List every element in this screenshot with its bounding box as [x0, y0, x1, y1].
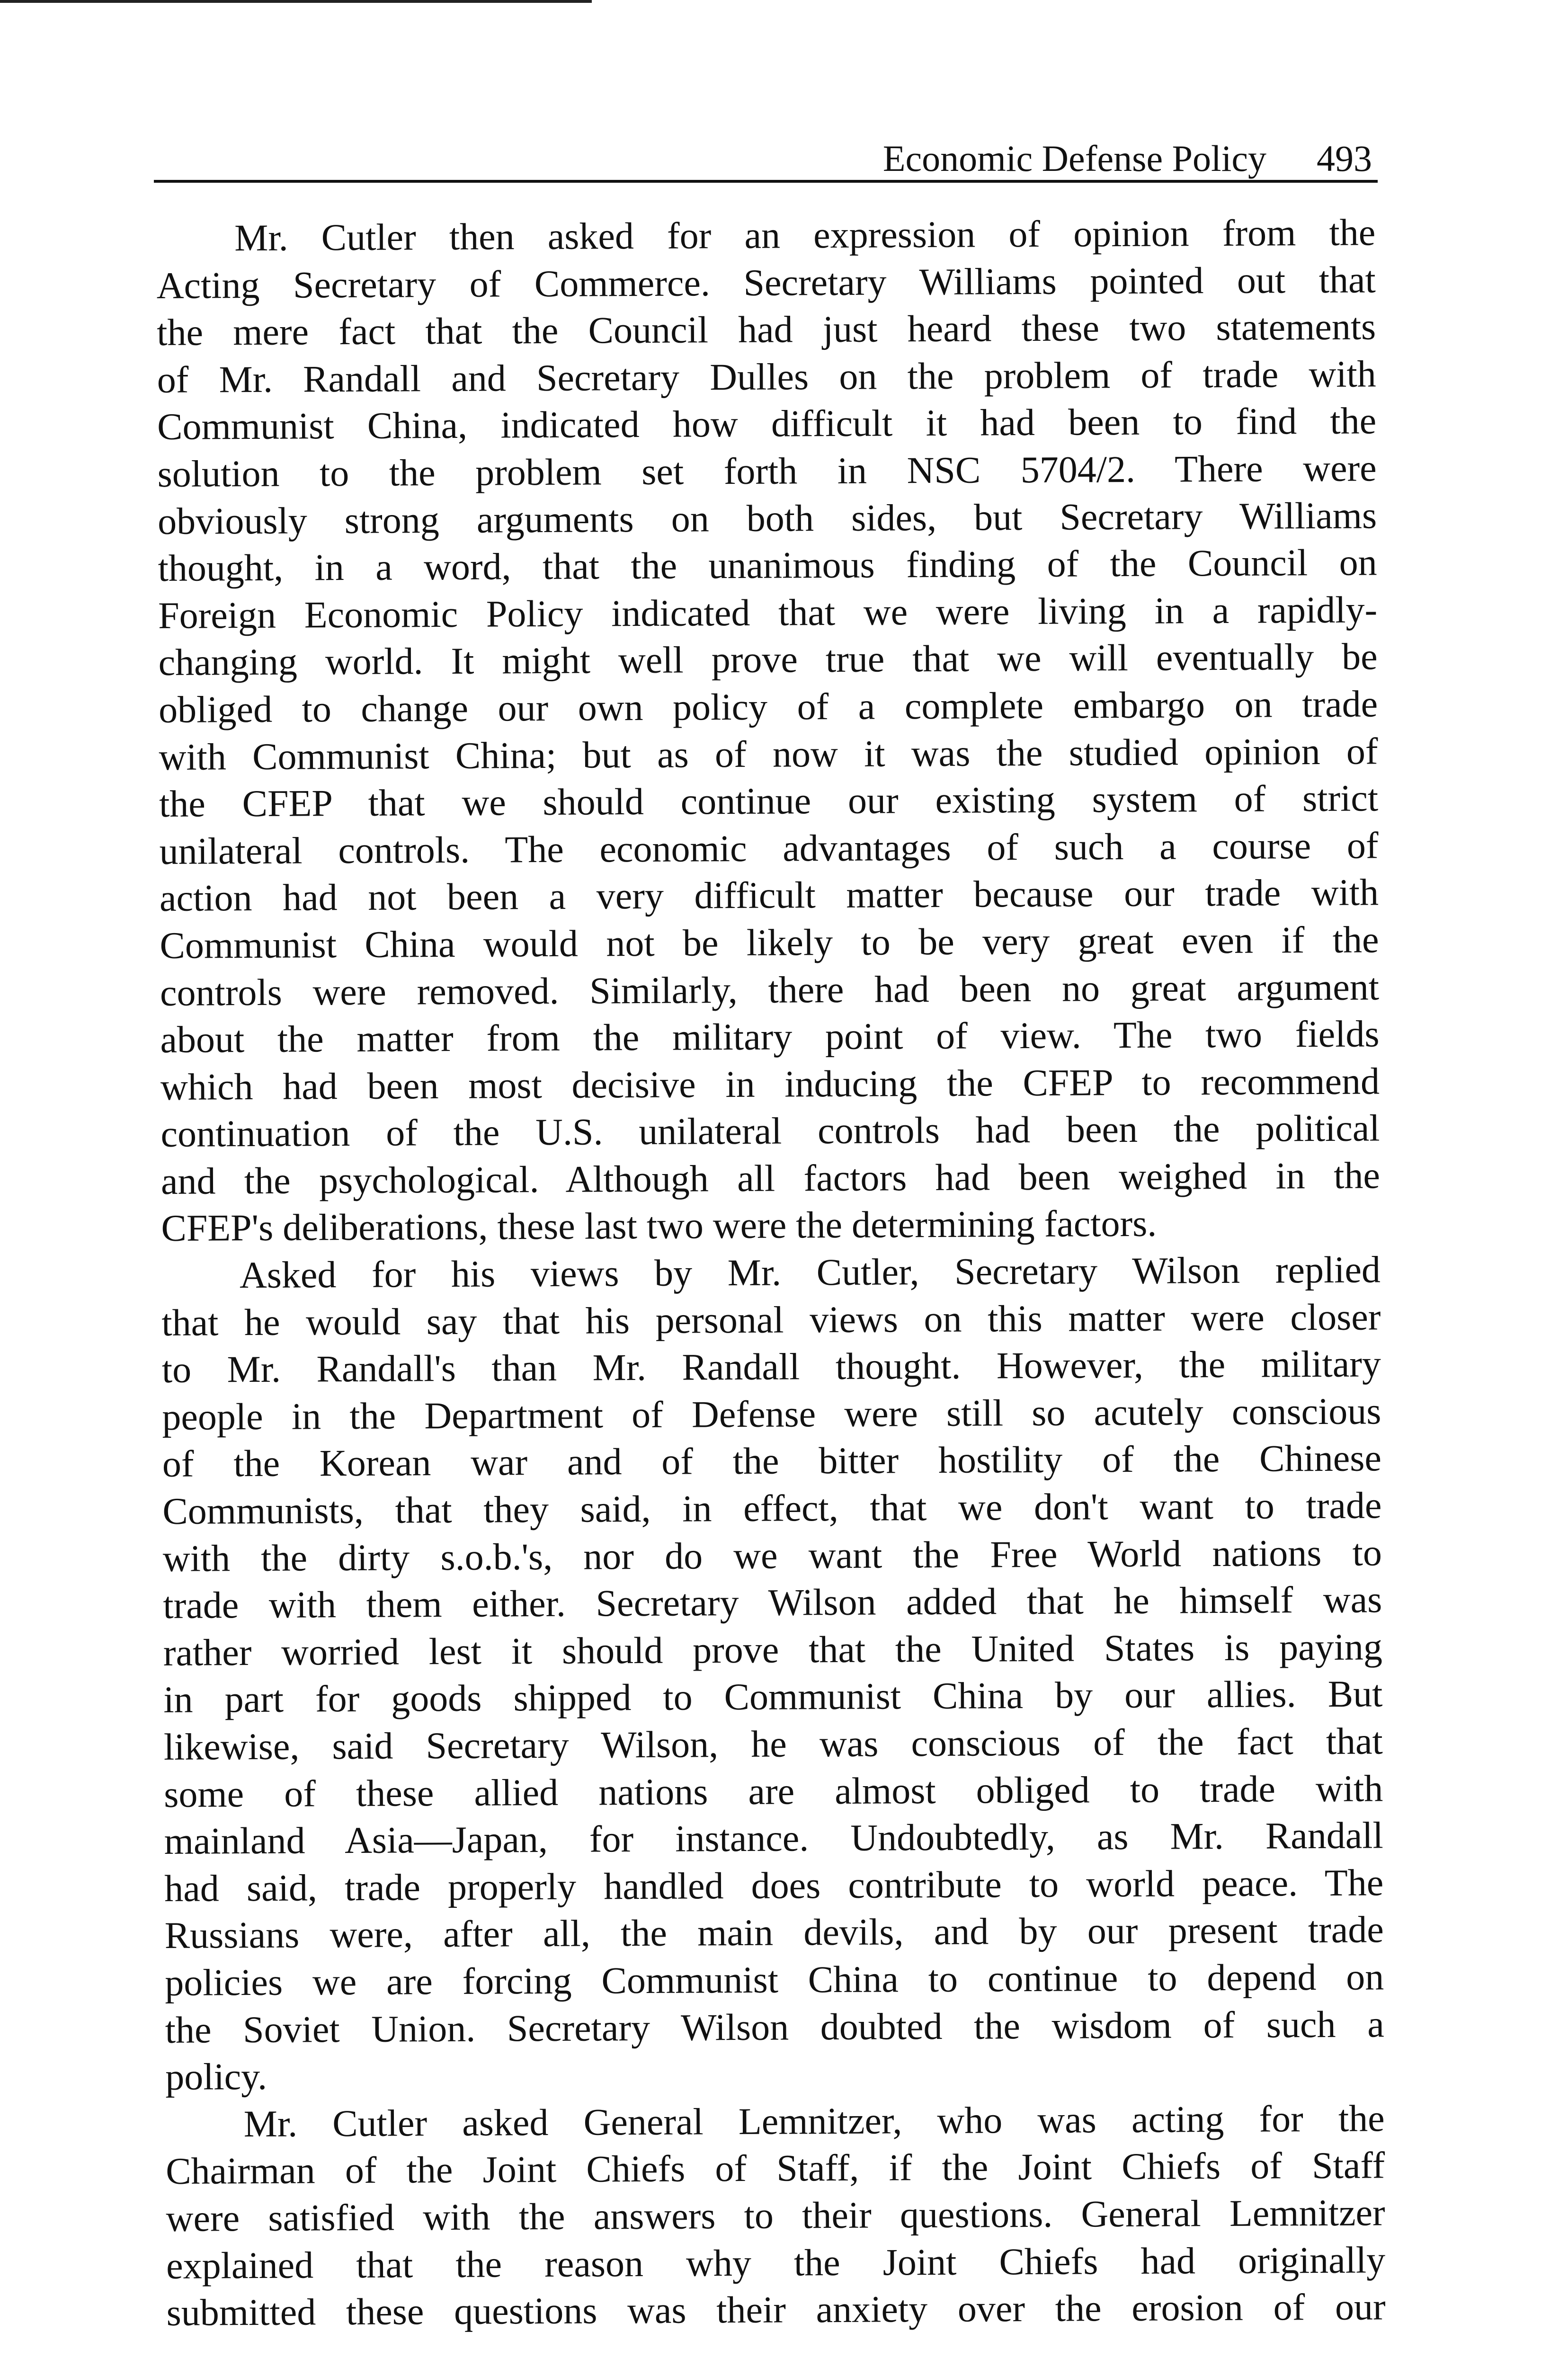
text-line: unilateral controls. The economic advantages of such a course of [159, 825, 1379, 872]
text-line: Communist China, indicated how difficult it had been to find the [157, 400, 1377, 448]
text-line: Communist China would not be likely to be very great even if the [160, 919, 1379, 967]
text-line: which had been most decisive in inducing the CFEP to recommend [160, 1060, 1380, 1108]
text-line: explained that the reason why the Joint Chiefs had originally [166, 2239, 1386, 2287]
text-line: obviously strong arguments on both sides, but Secretary Williams [157, 494, 1377, 543]
running-title: Economic Defense Policy [882, 138, 1266, 179]
text-line: about the matter from the military point of view. The two fields [160, 1013, 1380, 1061]
text-line: Acting Secretary of Commerce. Secretary Williams pointed out that [156, 259, 1376, 307]
text-line: Russians were, after all, the main devils, and by our present trade [164, 1909, 1384, 1957]
text-line: policy. [165, 2056, 267, 2099]
text-line: thought, in a word, that the unanimous finding of the Council on [158, 542, 1377, 590]
text-line: CFEP's deliberations, these last two were the determining factors. [161, 1203, 1157, 1250]
text-line: the CFEP that we should continue our existing system of strict [159, 777, 1379, 826]
text-line: Mr. Cutler asked General Lemnitzer, who was acting for the [243, 2098, 1385, 2145]
text-line: that he would say that his personal views on this matter were closer [161, 1296, 1381, 1344]
text-line: had said, trade properly handled does contribute to world peace. The [164, 1862, 1384, 1910]
body-text [156, 209, 1386, 2337]
text-line: trade with them either. Secretary Wilson added that he himself was [163, 1579, 1382, 1627]
page-number: 493 [1317, 138, 1372, 179]
text-line: obliged to change our own policy of a complete embargo on trade [158, 683, 1378, 731]
top-edge-rule [0, 0, 592, 3]
text-line: with the dirty s.o.b.'s, nor do we want the Free World nations to [162, 1532, 1382, 1580]
text-line: the Soviet Union. Secretary Wilson doubted the wisdom of such a [165, 2003, 1384, 2051]
text-line: some of these allied nations are almost obliged to trade with [164, 1767, 1383, 1815]
text-line: policies we are forcing Communist China to continue to depend on [165, 1956, 1384, 2004]
text-line: were satisfied with the answers to their questions. General Lemnitzer [166, 2192, 1385, 2240]
text-line: changing world. It might well prove true that we will eventually be [158, 636, 1378, 684]
text-line: people in the Department of Defense were still so acutely conscious [162, 1390, 1381, 1438]
text-line: Asked for his views by Mr. Cutler, Secretary Wilson replied [239, 1249, 1381, 1297]
text-line: with Communist China; but as of now it was the studied opinion of [159, 730, 1378, 778]
text-line: to Mr. Randall's than Mr. Randall thought. However, the military [161, 1343, 1381, 1391]
text-line: Chairman of the Joint Chiefs of Staff, if the Joint Chiefs of Staff [165, 2145, 1385, 2193]
text-line: mainland Asia—Japan, for instance. Undoubtedly, as Mr. Randall [164, 1815, 1383, 1863]
text-line: solution to the problem set forth in NSC 5704/2. There were [157, 447, 1377, 495]
text-line: controls were removed. Similarly, there had been no great argument [160, 966, 1380, 1014]
text-line: likewise, said Secretary Wilson, he was conscious of the fact that [163, 1720, 1383, 1768]
text-line: submitted these questions was their anxiety over the erosion of our [166, 2286, 1386, 2334]
text-line: continuation of the U.S. unilateral controls had been the political [160, 1107, 1380, 1156]
text-line: of the Korean war and of the bitter hostility of the Chinese [162, 1437, 1382, 1486]
text-line: Foreign Economic Policy indicated that we were living in a rapidly- [158, 589, 1378, 637]
running-head [154, 124, 1378, 183]
text-line: of Mr. Randall and Secretary Dulles on the problem of trade with [157, 353, 1376, 401]
text-line: Communists, that they said, in effect, that we don't want to trade [162, 1485, 1382, 1532]
text-line: Mr. Cutler then asked for an expression of opinion from the [234, 212, 1376, 259]
text-line: and the psychological. Although all factors had been weighed in the [160, 1155, 1381, 1202]
text-line: rather worried lest it should prove that the United States is paying [163, 1626, 1383, 1674]
text-line: in part for goods shipped to Communist China by our allies. But [163, 1673, 1383, 1721]
text-line: action had not been a very difficult matter because our trade with [159, 872, 1379, 920]
text-line: the mere fact that the Council had just heard these two statements [156, 306, 1376, 354]
